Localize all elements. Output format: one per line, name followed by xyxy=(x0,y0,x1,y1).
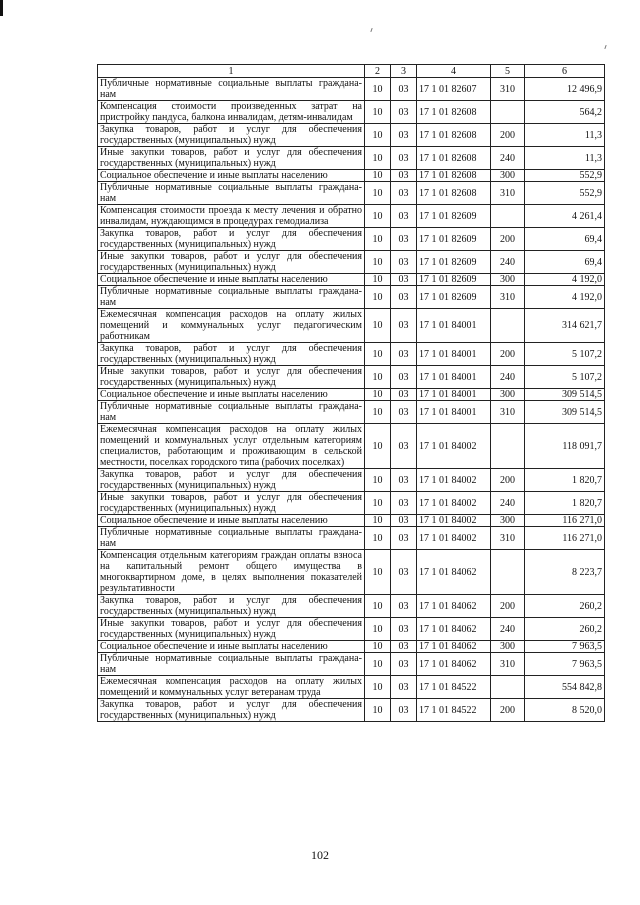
column-header: 2 xyxy=(365,65,391,78)
cell-section: 10 xyxy=(365,618,391,641)
cell-subsection: 03 xyxy=(391,366,417,389)
cell-target-code: 17 1 01 84002 xyxy=(417,469,491,492)
cell-subsection: 03 xyxy=(391,641,417,653)
cell-section: 10 xyxy=(365,401,391,424)
cell-description: Иные закупки товаров, работ и услуг для обеспечения государственных (муниципальных) нужд xyxy=(98,366,365,389)
cell-target-code: 17 1 01 84001 xyxy=(417,309,491,343)
cell-expense-type: 300 xyxy=(491,274,525,286)
cell-section: 10 xyxy=(365,78,391,101)
cell-subsection: 03 xyxy=(391,653,417,676)
cell-amount: 564,2 xyxy=(525,101,605,124)
cell-expense-type: 310 xyxy=(491,182,525,205)
table-row xyxy=(98,366,605,389)
cell-section: 10 xyxy=(365,550,391,595)
cell-expense-type: 300 xyxy=(491,515,525,527)
cell-target-code: 17 1 01 82608 xyxy=(417,147,491,170)
scan-speck xyxy=(370,28,372,32)
table-row xyxy=(98,492,605,515)
cell-target-code: 17 1 01 82609 xyxy=(417,228,491,251)
table-row xyxy=(98,618,605,641)
cell-target-code: 17 1 01 82608 xyxy=(417,124,491,147)
cell-expense-type: 310 xyxy=(491,527,525,550)
cell-subsection: 03 xyxy=(391,170,417,182)
cell-section: 10 xyxy=(365,205,391,228)
cell-expense-type: 300 xyxy=(491,641,525,653)
cell-target-code: 17 1 01 84062 xyxy=(417,618,491,641)
cell-amount: 4 192,0 xyxy=(525,286,605,309)
cell-target-code: 17 1 01 84002 xyxy=(417,515,491,527)
table-row xyxy=(98,286,605,309)
cell-amount: 4 261,4 xyxy=(525,205,605,228)
cell-subsection: 03 xyxy=(391,343,417,366)
cell-subsection: 03 xyxy=(391,251,417,274)
cell-expense-type xyxy=(491,205,525,228)
cell-expense-type xyxy=(491,101,525,124)
table-row xyxy=(98,124,605,147)
cell-section: 10 xyxy=(365,124,391,147)
cell-target-code: 17 1 01 82608 xyxy=(417,101,491,124)
cell-subsection: 03 xyxy=(391,389,417,401)
cell-section: 10 xyxy=(365,101,391,124)
table-row xyxy=(98,274,605,286)
cell-section: 10 xyxy=(365,343,391,366)
cell-description: Компенсация стоимости произведенных затрат на пристройку пандуса, балкона инвалидам, детям-инвалидам xyxy=(98,101,365,124)
table-header-row xyxy=(98,65,605,78)
cell-amount: 314 621,7 xyxy=(525,309,605,343)
cell-section: 10 xyxy=(365,641,391,653)
cell-amount: 260,2 xyxy=(525,595,605,618)
cell-subsection: 03 xyxy=(391,205,417,228)
cell-amount: 11,3 xyxy=(525,124,605,147)
cell-expense-type: 200 xyxy=(491,343,525,366)
cell-description: Закупка товаров, работ и услуг для обеспечения государственных (муниципальных) нужд xyxy=(98,699,365,722)
scan-edge-mark xyxy=(0,0,3,16)
cell-description: Закупка товаров, работ и услуг для обеспечения государственных (муниципальных) нужд xyxy=(98,469,365,492)
cell-expense-type: 310 xyxy=(491,401,525,424)
cell-target-code: 17 1 01 84002 xyxy=(417,527,491,550)
cell-subsection: 03 xyxy=(391,124,417,147)
cell-description: Иные закупки товаров, работ и услуг для обеспечения государственных (муниципальных) нужд xyxy=(98,492,365,515)
column-header: 5 xyxy=(491,65,525,78)
table-row xyxy=(98,147,605,170)
cell-target-code: 17 1 01 82608 xyxy=(417,182,491,205)
cell-amount: 552,9 xyxy=(525,170,605,182)
cell-description: Компенсация отдельным категориям граждан оплаты взноса на капитальный ремонт общего имущества в многоквартирном доме, в целях выполнения показателей результативности xyxy=(98,550,365,595)
cell-section: 10 xyxy=(365,469,391,492)
cell-target-code: 17 1 01 82609 xyxy=(417,251,491,274)
column-header: 1 xyxy=(98,65,365,78)
table-row xyxy=(98,309,605,343)
cell-description: Публичные нормативные социальные выплаты граждана-нам xyxy=(98,286,365,309)
cell-amount: 260,2 xyxy=(525,618,605,641)
table-row xyxy=(98,401,605,424)
cell-description: Закупка товаров, работ и услуг для обеспечения государственных (муниципальных) нужд xyxy=(98,228,365,251)
cell-expense-type xyxy=(491,309,525,343)
cell-amount: 11,3 xyxy=(525,147,605,170)
cell-target-code: 17 1 01 84522 xyxy=(417,676,491,699)
cell-section: 10 xyxy=(365,182,391,205)
table-row xyxy=(98,595,605,618)
cell-expense-type: 240 xyxy=(491,147,525,170)
cell-amount: 5 107,2 xyxy=(525,343,605,366)
cell-amount: 8 520,0 xyxy=(525,699,605,722)
table-row xyxy=(98,527,605,550)
cell-subsection: 03 xyxy=(391,550,417,595)
cell-description: Иные закупки товаров, работ и услуг для обеспечения государственных (муниципальных) нужд xyxy=(98,251,365,274)
cell-section: 10 xyxy=(365,527,391,550)
cell-description: Закупка товаров, работ и услуг для обеспечения государственных (муниципальных) нужд xyxy=(98,343,365,366)
cell-target-code: 17 1 01 84001 xyxy=(417,389,491,401)
table-row xyxy=(98,101,605,124)
table-row xyxy=(98,515,605,527)
cell-description: Социальное обеспечение и иные выплаты населению xyxy=(98,641,365,653)
table-row xyxy=(98,676,605,699)
cell-section: 10 xyxy=(365,424,391,469)
cell-amount: 12 496,9 xyxy=(525,78,605,101)
table-row xyxy=(98,699,605,722)
cell-section: 10 xyxy=(365,309,391,343)
cell-target-code: 17 1 01 82609 xyxy=(417,274,491,286)
cell-section: 10 xyxy=(365,492,391,515)
cell-section: 10 xyxy=(365,699,391,722)
table-row xyxy=(98,653,605,676)
cell-target-code: 17 1 01 84002 xyxy=(417,424,491,469)
cell-target-code: 17 1 01 84062 xyxy=(417,550,491,595)
cell-section: 10 xyxy=(365,366,391,389)
table-row xyxy=(98,641,605,653)
cell-description: Публичные нормативные социальные выплаты граждана-нам xyxy=(98,653,365,676)
cell-section: 10 xyxy=(365,676,391,699)
cell-amount: 554 842,8 xyxy=(525,676,605,699)
table-row xyxy=(98,343,605,366)
cell-description: Ежемесячная компенсация расходов на оплату жилых помещений и коммунальных услуг ветеранам труда xyxy=(98,676,365,699)
cell-subsection: 03 xyxy=(391,309,417,343)
cell-target-code: 17 1 01 84001 xyxy=(417,343,491,366)
cell-expense-type: 300 xyxy=(491,170,525,182)
cell-amount: 309 514,5 xyxy=(525,389,605,401)
table-body xyxy=(98,78,605,722)
cell-description: Закупка товаров, работ и услуг для обеспечения государственных (муниципальных) нужд xyxy=(98,124,365,147)
cell-amount: 7 963,5 xyxy=(525,641,605,653)
cell-subsection: 03 xyxy=(391,618,417,641)
cell-amount: 69,4 xyxy=(525,251,605,274)
cell-subsection: 03 xyxy=(391,401,417,424)
cell-section: 10 xyxy=(365,228,391,251)
cell-amount: 552,9 xyxy=(525,182,605,205)
cell-target-code: 17 1 01 84001 xyxy=(417,401,491,424)
cell-amount: 309 514,5 xyxy=(525,401,605,424)
table-row xyxy=(98,182,605,205)
cell-subsection: 03 xyxy=(391,286,417,309)
cell-expense-type: 200 xyxy=(491,469,525,492)
cell-section: 10 xyxy=(365,286,391,309)
cell-amount: 1 820,7 xyxy=(525,492,605,515)
column-header: 4 xyxy=(417,65,491,78)
table-row xyxy=(98,78,605,101)
cell-target-code: 17 1 01 84062 xyxy=(417,595,491,618)
cell-expense-type: 310 xyxy=(491,653,525,676)
cell-subsection: 03 xyxy=(391,515,417,527)
cell-description: Иные закупки товаров, работ и услуг для обеспечения государственных (муниципальных) нужд xyxy=(98,147,365,170)
cell-expense-type xyxy=(491,550,525,595)
cell-amount: 116 271,0 xyxy=(525,515,605,527)
cell-expense-type: 200 xyxy=(491,124,525,147)
cell-description: Ежемесячная компенсация расходов на оплату жилых помещений и коммунальных услуг отдельным категориям специалистов, работающим и проживающим в сельской местности, поселках городского типа (рабочих поселках) xyxy=(98,424,365,469)
column-header: 6 xyxy=(525,65,605,78)
cell-target-code: 17 1 01 84001 xyxy=(417,366,491,389)
table-row xyxy=(98,550,605,595)
cell-target-code: 17 1 01 84062 xyxy=(417,641,491,653)
cell-subsection: 03 xyxy=(391,527,417,550)
cell-target-code: 17 1 01 82609 xyxy=(417,286,491,309)
cell-expense-type: 310 xyxy=(491,286,525,309)
cell-subsection: 03 xyxy=(391,699,417,722)
cell-expense-type: 200 xyxy=(491,228,525,251)
table-row xyxy=(98,251,605,274)
cell-section: 10 xyxy=(365,389,391,401)
cell-expense-type: 200 xyxy=(491,595,525,618)
cell-amount: 69,4 xyxy=(525,228,605,251)
cell-amount: 5 107,2 xyxy=(525,366,605,389)
cell-description: Социальное обеспечение и иные выплаты населению xyxy=(98,389,365,401)
cell-description: Компенсация стоимости проезда к месту лечения и обратно инвалидам, нуждающимся в процедурах гемодиализа xyxy=(98,205,365,228)
cell-amount: 116 271,0 xyxy=(525,527,605,550)
cell-expense-type: 240 xyxy=(491,618,525,641)
cell-amount: 118 091,7 xyxy=(525,424,605,469)
cell-subsection: 03 xyxy=(391,595,417,618)
cell-amount: 7 963,5 xyxy=(525,653,605,676)
cell-expense-type: 240 xyxy=(491,251,525,274)
cell-description: Социальное обеспечение и иные выплаты населению xyxy=(98,170,365,182)
cell-subsection: 03 xyxy=(391,228,417,251)
cell-section: 10 xyxy=(365,515,391,527)
cell-expense-type: 240 xyxy=(491,366,525,389)
table-row xyxy=(98,228,605,251)
cell-subsection: 03 xyxy=(391,147,417,170)
cell-section: 10 xyxy=(365,274,391,286)
cell-expense-type: 200 xyxy=(491,699,525,722)
cell-description: Публичные нормативные социальные выплаты граждана-нам xyxy=(98,401,365,424)
table-row xyxy=(98,170,605,182)
cell-description: Ежемесячная компенсация расходов на оплату жилых помещений и коммунальных услуг педагогическим работникам xyxy=(98,309,365,343)
cell-section: 10 xyxy=(365,147,391,170)
cell-description: Публичные нормативные социальные выплаты граждана-нам xyxy=(98,527,365,550)
cell-section: 10 xyxy=(365,251,391,274)
cell-target-code: 17 1 01 82609 xyxy=(417,205,491,228)
cell-amount: 1 820,7 xyxy=(525,469,605,492)
cell-expense-type xyxy=(491,424,525,469)
cell-section: 10 xyxy=(365,653,391,676)
table-row xyxy=(98,424,605,469)
cell-target-code: 17 1 01 82607 xyxy=(417,78,491,101)
table-row xyxy=(98,389,605,401)
cell-subsection: 03 xyxy=(391,182,417,205)
cell-subsection: 03 xyxy=(391,469,417,492)
cell-target-code: 17 1 01 84062 xyxy=(417,653,491,676)
cell-amount: 8 223,7 xyxy=(525,550,605,595)
cell-expense-type: 300 xyxy=(491,389,525,401)
cell-description: Социальное обеспечение и иные выплаты населению xyxy=(98,274,365,286)
cell-subsection: 03 xyxy=(391,274,417,286)
cell-subsection: 03 xyxy=(391,492,417,515)
cell-subsection: 03 xyxy=(391,78,417,101)
cell-target-code: 17 1 01 84522 xyxy=(417,699,491,722)
scan-speck xyxy=(604,45,606,49)
column-header: 3 xyxy=(391,65,417,78)
cell-description: Социальное обеспечение и иные выплаты населению xyxy=(98,515,365,527)
cell-target-code: 17 1 01 84002 xyxy=(417,492,491,515)
cell-description: Иные закупки товаров, работ и услуг для обеспечения государственных (муниципальных) нужд xyxy=(98,618,365,641)
cell-description: Закупка товаров, работ и услуг для обеспечения государственных (муниципальных) нужд xyxy=(98,595,365,618)
cell-subsection: 03 xyxy=(391,676,417,699)
cell-expense-type: 310 xyxy=(491,78,525,101)
cell-subsection: 03 xyxy=(391,101,417,124)
page-number: 102 xyxy=(311,848,329,862)
budget-table xyxy=(97,64,605,722)
cell-section: 10 xyxy=(365,595,391,618)
cell-description: Публичные нормативные социальные выплаты граждана-нам xyxy=(98,182,365,205)
cell-description: Публичные нормативные социальные выплаты граждана-нам xyxy=(98,78,365,101)
cell-target-code: 17 1 01 82608 xyxy=(417,170,491,182)
cell-subsection: 03 xyxy=(391,424,417,469)
table-row xyxy=(98,469,605,492)
cell-section: 10 xyxy=(365,170,391,182)
table-row xyxy=(98,205,605,228)
cell-amount: 4 192,0 xyxy=(525,274,605,286)
cell-expense-type xyxy=(491,676,525,699)
cell-expense-type: 240 xyxy=(491,492,525,515)
